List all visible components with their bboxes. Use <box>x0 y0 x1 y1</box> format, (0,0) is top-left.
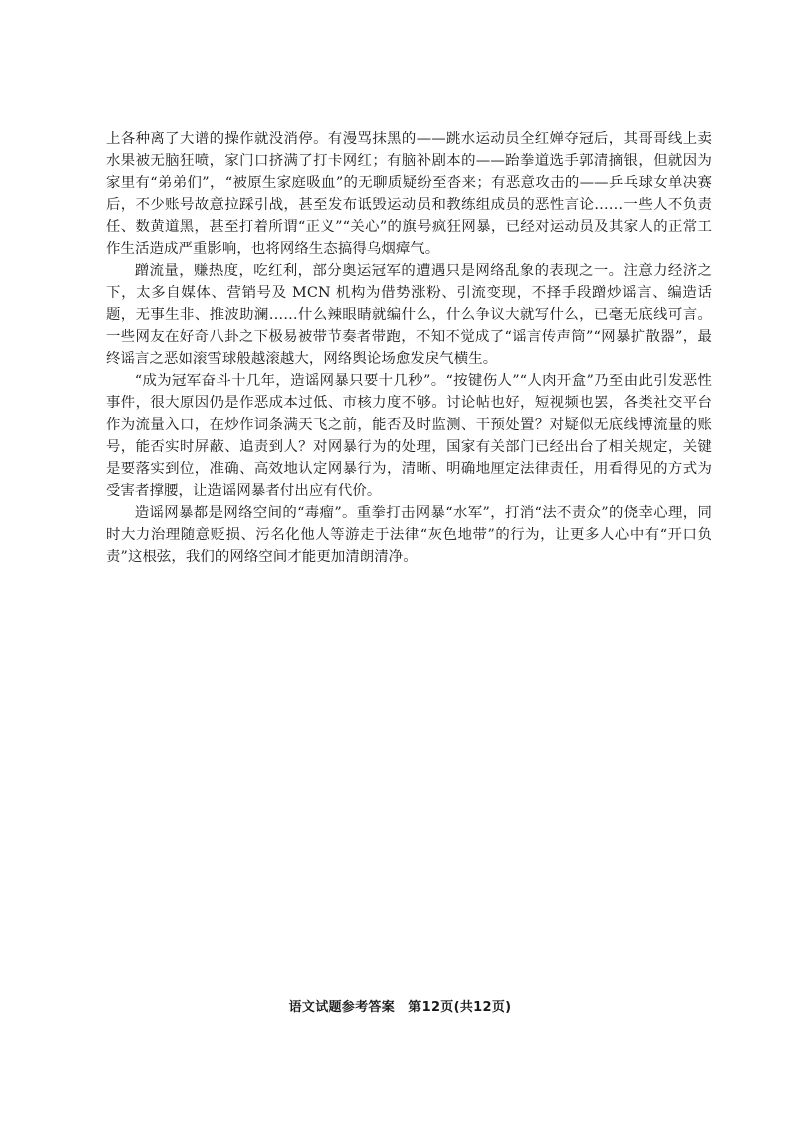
answer-body-text <box>106 128 712 568</box>
paragraph-continuation: 上各种离了大谱的操作就没消停。有漫骂抹黑的——跳水运动员全红婵夺冠后，其哥哥线上卖水果被无脑狂喷，家门口挤满了打卡网红；有脑补剧本的——跆拳道选手郭清摘银，但就因为家里有“弟弟们”，“被原生家庭吸血”的无聊质疑纷至沓来；有恶意攻击的——乒乓球女单决赛后，不少账号故意拉踩引战，甚至发布诋毁运动员和教练组成员的恶性言论……一些人不负责任、数黄道黑，甚至打着所谓“正义”“关心”的旗号疯狂网暴，已经对运动员及其家人的正常工作生活造成严重影响，也将网络生态搞得乌烟瘴气。 <box>106 131 712 257</box>
paragraph-traffic-chasing: 蹭流量，赚热度，吃红利，部分奥运冠军的遭遇只是网络乱象的表现之一。注意力经济之下，太多自媒体、营销号及 MCN 机构为借势涨粉、引流变现，不择手段蹭炒谣言、编造话题，无事生非、推波助澜……什么辣眼睛就编什么，什么争议大就写什么，已毫无底线可言。一些网友在好奇八卦之下极易被带节奏者带跑，不知不觉成了“谣言传声筒”“网暴扩散器”，最终谣言之恶如滚雪球般越滚越大，网络舆论场愈发戾气横生。 <box>106 263 712 367</box>
paragraph-conclusion: 造谣网暴都是网络空间的“毒瘤”。重拳打击网暴“水军”，打消“法不责众”的侥幸心理，同时大力治理随意贬损、污名化他人等游走于法律“灰色地带”的行为，让更多人心中有“开口负责”这根弦，我们的网络空间才能更加清朗清净。 <box>106 505 712 565</box>
paragraph-platform-responsibility: “成为冠军奋斗十几年，造谣网暴只要十几秒”。“按键伤人”“人肉开盒”乃至由此引发恶性事件，很大原因仍是作恶成本过低、市核力度不够。讨论帖也好，短视频也罢，各类社交平台作为流量入口，在炒作词条满天飞之前，能否及时监测、干预处置？对疑似无底线博流量的账号，能否实时屏蔽、追责到人？对网暴行为的处理，国家有关部门已经出台了相关规定，关键是要落实到位，准确、高效地认定网暴行为，清晰、明确地厘定法律责任，用看得见的方式为受害者撑腰，让造谣网暴者付出应有代价。 <box>106 373 712 499</box>
page-footer: 语文试题参考答案 第12页(共12页) <box>288 1000 512 1015</box>
